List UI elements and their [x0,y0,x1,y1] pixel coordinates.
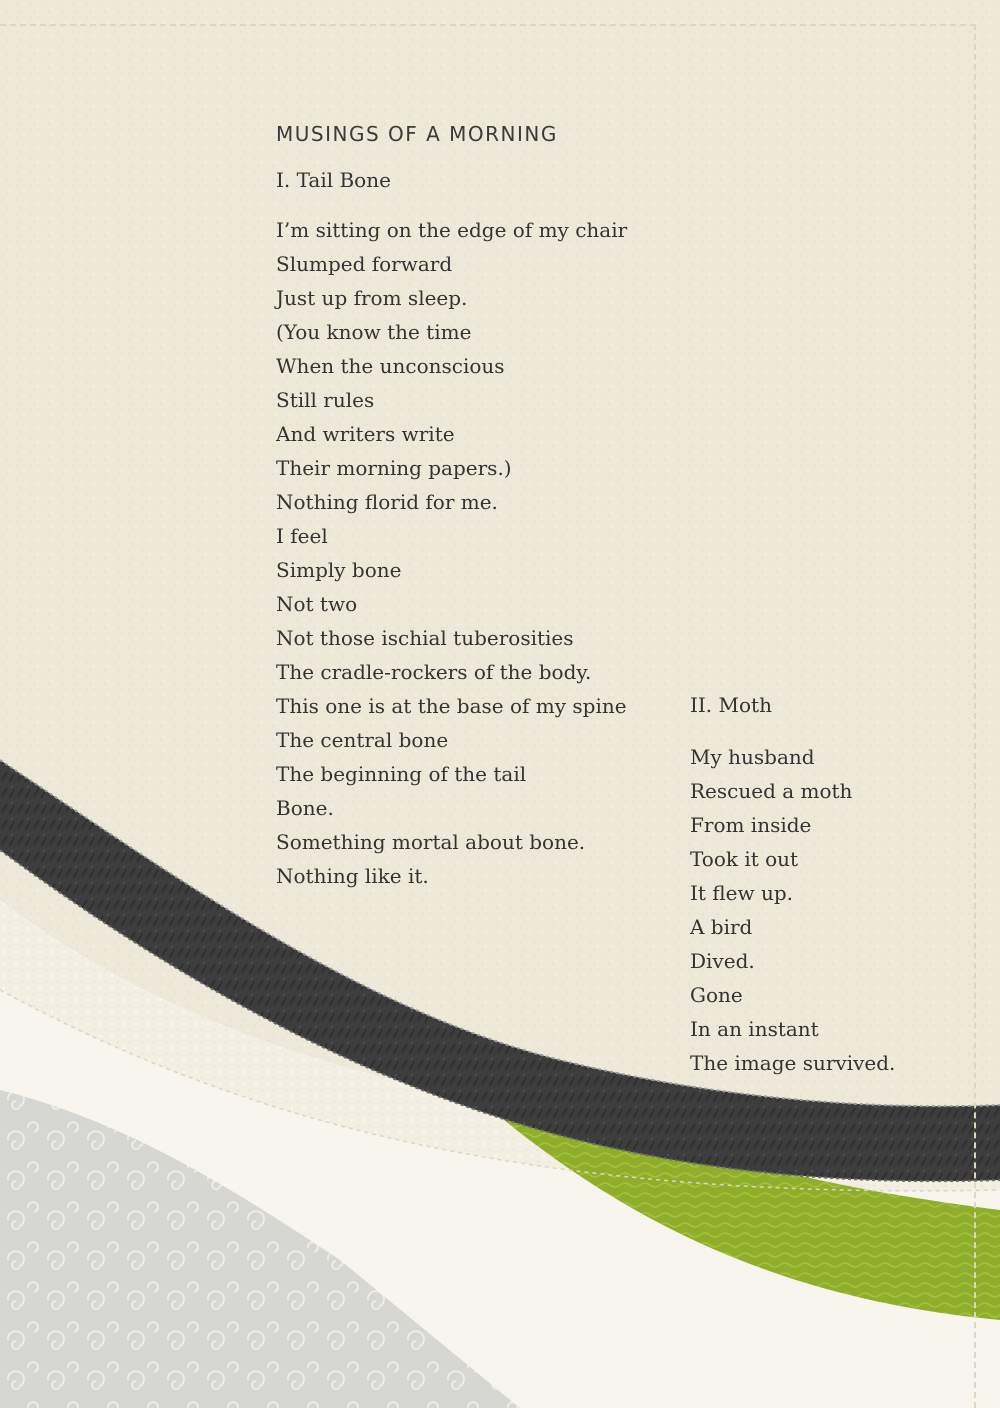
poem-title: MUSINGS OF A MORNING [276,122,558,146]
poem-line: My husband [690,745,815,769]
poem-line: Just up from sleep. [276,286,468,310]
poem-line: The beginning of the tail [276,762,527,786]
poem-line: Nothing florid for me. [276,490,498,514]
poem-line: And writers write [276,422,455,446]
poem-line: This one is at the base of my spine [276,694,627,718]
poem-line: The image survived. [690,1051,896,1075]
poem-part-moth [690,740,895,1080]
poem-line: Took it out [690,847,799,871]
poem-line: A bird [690,915,753,939]
poem-line: The central bone [276,728,449,752]
poem-line: Simply bone [276,558,402,582]
poem-line: Their morning papers.) [276,456,512,480]
poem-line: It flew up. [690,881,793,905]
section-heading-moth: II. Moth [690,693,772,717]
poem-line: Slumped forward [276,252,453,276]
poem-line: (You know the time [276,320,472,344]
poem-line: Still rules [276,388,375,412]
poem-line: I feel [276,524,328,548]
poem-line: Nothing like it. [276,864,429,888]
poem-part-tail-bone [276,213,627,893]
poem-line: The cradle-rockers of the body. [276,660,592,684]
section-heading-tail-bone: I. Tail Bone [276,168,391,192]
poem-line: Something mortal about bone. [276,830,586,854]
poem-line: Not two [276,592,358,616]
poem-line: In an instant [690,1017,819,1041]
poem-line: Not those ischial tuberosities [276,626,574,650]
poem-line: Bone. [276,796,334,820]
poem-line: I’m sitting on the edge of my chair [276,218,628,242]
poem-line: When the unconscious [276,354,505,378]
poem-line: Rescued a moth [690,779,853,803]
poem-line: From inside [690,813,812,837]
poem-line: Dived. [690,949,755,973]
poem-line: Gone [690,983,743,1007]
